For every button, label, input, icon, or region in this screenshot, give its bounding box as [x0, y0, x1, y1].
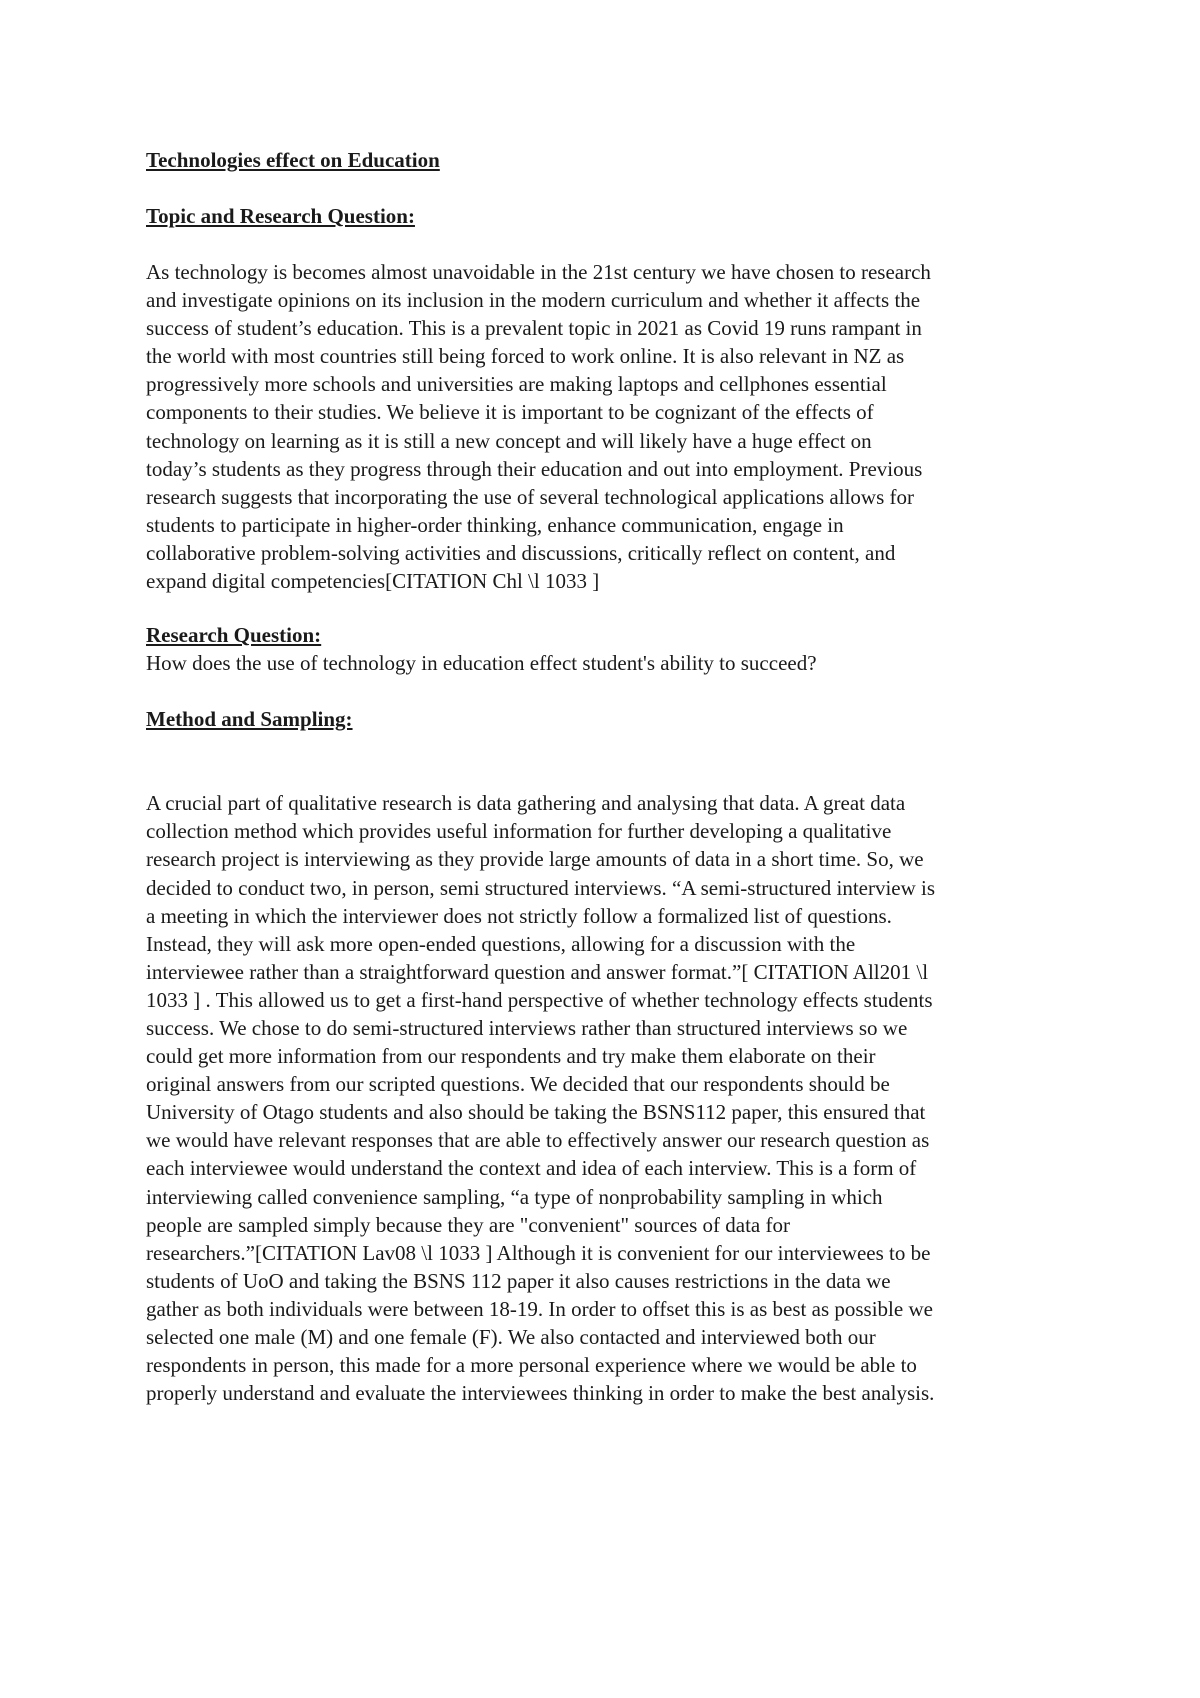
method-line: we would have relevant responses that are able to effectively answer our research question as [146, 1128, 930, 1153]
document-page [146, 146, 1076, 1407]
method-line: respondents in person, this made for a more personal experience where we would be able to [146, 1353, 917, 1378]
method-line: a meeting in which the interviewer does not strictly follow a formalized list of questions. [146, 903, 892, 928]
intro-line: success of student’s education. This is a prevalent topic in 2021 as Covid 19 runs rampant in [146, 316, 922, 341]
intro-line: components to their studies. We believe it is important to be cognizant of the effects of [146, 400, 874, 425]
intro-line: the world with most countries still being forced to work online. It is also relevant in NZ as [146, 344, 905, 369]
method-line: A crucial part of qualitative research is data gathering and analysing that data. A great data [146, 791, 906, 816]
method-line: selected one male (M) and one female (F). We also contacted and interviewed both our [146, 1325, 876, 1349]
method-line: collection method which provides useful information for further developing a qualitative [146, 819, 892, 844]
intro-line: students to participate in higher-order thinking, enhance communication, engage in [146, 512, 844, 537]
intro-line: technology on learning as it is still a new concept and will likely have a huge effect on [146, 428, 872, 453]
method-heading: Method and Sampling: [146, 707, 353, 732]
intro-line: research suggests that incorporating the use of several technological applications allows for [146, 484, 914, 509]
topic-heading: Topic and Research Question: [146, 204, 415, 228]
method-line: properly understand and evaluate the interviewees thinking in order to make the best analysis. [146, 1381, 935, 1406]
method-line: 1033 ] . This allowed us to get a first-hand perspective of whether technology effects students [146, 987, 933, 1012]
method-line: decided to conduct two, in person, semi structured interviews. “A semi-structured interview is [146, 875, 936, 900]
document-title: Technologies effect on Education [146, 148, 440, 172]
research-question-text: How does the use of technology in education effect student's ability to succeed? [146, 651, 817, 676]
method-line: research project is interviewing as they provide large amounts of data in a short time. So, we [146, 847, 924, 872]
method-paragraph [146, 789, 1076, 1407]
intro-line: expand digital competencies[CITATION Chl \l 1033 ] [146, 569, 600, 594]
intro-line: and investigate opinions on its inclusion in the modern curriculum and whether it affects the [146, 288, 921, 313]
method-line: could get more information from our respondents and try make them elaborate on their [146, 1044, 876, 1069]
intro-line: As technology is becomes almost unavoidable in the 21st century we have chosen to research [146, 260, 931, 284]
method-line: people are sampled simply because they are "convenient" sources of data for [146, 1212, 790, 1237]
method-line: students of UoO and taking the BSNS 112 paper it also causes restrictions in the data we [146, 1268, 891, 1293]
method-line: each interviewee would understand the context and idea of each interview. This is a form of [146, 1156, 917, 1181]
method-line: gather as both individuals were between 18-19. In order to offset this is as best as possible we [146, 1296, 933, 1321]
intro-line: progressively more schools and universities are making laptops and cellphones essential [146, 372, 887, 397]
intro-paragraph [146, 258, 1076, 595]
method-line: researchers.”[CITATION Lav08 \l 1033 ] Although it is convenient for our interviewees to be [146, 1240, 931, 1265]
method-line: interviewee rather than a straightforward question and answer format.”[ CITATION All201 \l [146, 959, 929, 984]
method-line: interviewing called convenience sampling, “a type of nonprobability sampling in which [146, 1184, 883, 1209]
method-line: Instead, they will ask more open-ended questions, allowing for a discussion with the [146, 931, 856, 956]
research-question-heading: Research Question: [146, 623, 322, 648]
method-line: original answers from our scripted questions. We decided that our respondents should be [146, 1072, 890, 1097]
intro-line: collaborative problem-solving activities and discussions, critically reflect on content, and [146, 540, 896, 565]
method-line: success. We chose to do semi-structured interviews rather than structured interviews so we [146, 1015, 908, 1040]
intro-line: today’s students as they progress through their education and out into employment. Previous [146, 456, 923, 481]
method-line: University of Otago students and also should be taking the BSNS112 paper, this ensured that [146, 1100, 926, 1125]
